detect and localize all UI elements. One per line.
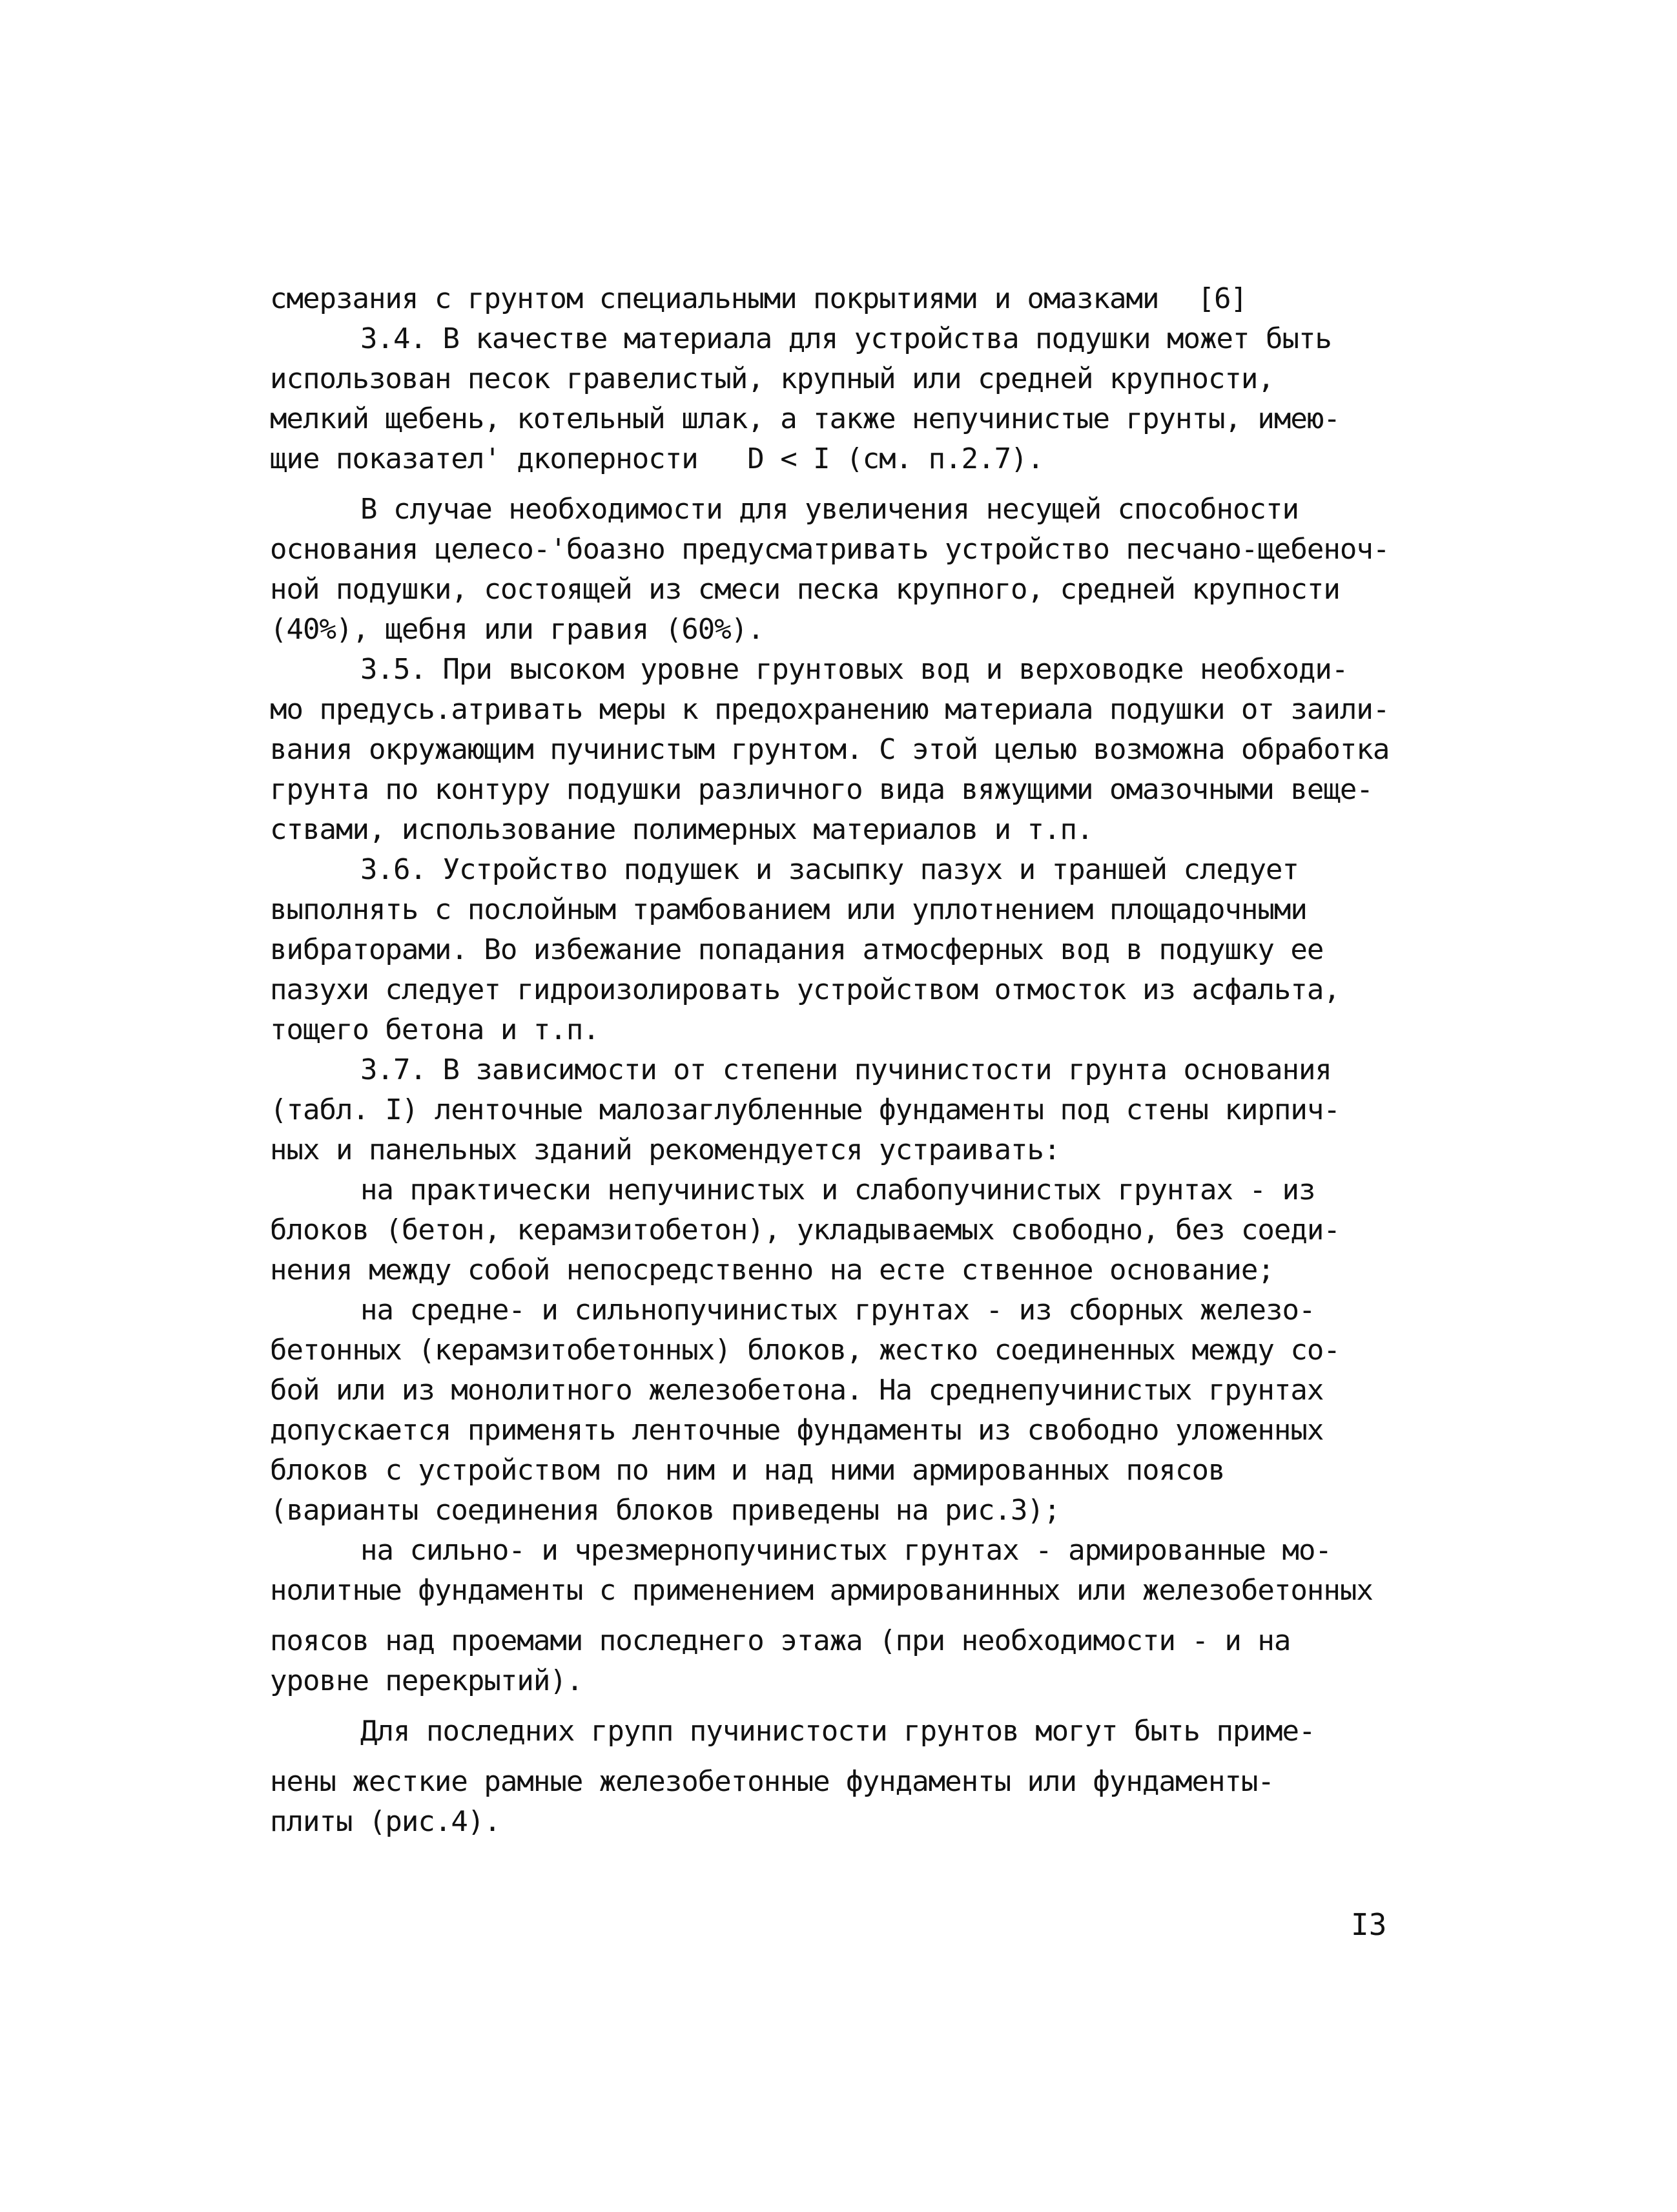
text-line: (табл. I) ленточные малозаглубленные фундаменты под стены кирпич- xyxy=(270,1093,1340,1126)
text-line: нены жесткие рамные железобетонные фундаменты или фундаменты- xyxy=(270,1765,1274,1798)
citation-reference: [6] xyxy=(1197,282,1247,315)
text-line: мо предусь.атривать меры к предохранению материала подушки от заили- xyxy=(270,693,1390,726)
text-line: щие показател' дкоперности D < I (см. п.2.7). xyxy=(270,442,1044,475)
text-line: бой или из монолитного железобетона. На среднепучинистых грунтах xyxy=(270,1374,1324,1407)
text-line: бетонных (керамзитобетонных) блоков, жестко соединенных между со- xyxy=(270,1334,1340,1367)
text-line: ной подушки, состоящей из смеси песка крупного, средней крупности xyxy=(270,573,1340,606)
line-text: смерзания с грунтом специальными покрытиями и омазками xyxy=(270,282,1159,315)
text-line: нолитные фундаменты с применением армированинных или железобетонных xyxy=(270,1574,1373,1607)
text-line: тощего бетона и т.п. xyxy=(270,1013,599,1046)
paragraph-start: Для последних групп пучинистости грунтов могут быть приме- xyxy=(360,1715,1315,1748)
paragraph-start: В случае необходимости для увеличения несущей способности xyxy=(360,493,1299,526)
list-item-start: на сильно- и чрезмернопучинистых грунтах - армированные мо- xyxy=(360,1534,1332,1567)
text-line: допускается применять ленточные фундаменты из свободно уложенных xyxy=(270,1414,1324,1447)
paragraph-3-4-start: 3.4. В качестве материала для устройства подушки может быть xyxy=(360,322,1332,355)
body-text xyxy=(270,279,1432,1842)
text-line: блоков (бетон, керамзитобетон), укладываемых свободно, без соеди- xyxy=(270,1214,1340,1246)
text-line: грунта по контуру подушки различного вида вяжущими омазочными веще- xyxy=(270,773,1373,806)
text-line: вания окружающим пучинистым грунтом. С этой целью возможна обработка xyxy=(270,733,1390,766)
page-number: I3 xyxy=(1351,1907,1387,1942)
text-line xyxy=(270,279,1432,319)
text-line: нения между собой непосредственно на есте ственное основание; xyxy=(270,1254,1274,1287)
text-line: вибраторами. Во избежание попадания атмосферных вод в подушку ее xyxy=(270,933,1324,966)
text-line: поясов над проемами последнего этажа (при необходимости - и на xyxy=(270,1624,1291,1657)
text-line: основания целесо-'боазно предусматривать устройство песчано-щебеноч- xyxy=(270,533,1390,566)
paragraph-3-5-start: 3.5. При высоком уровне грунтовых вод и верховодке необходи- xyxy=(360,653,1348,686)
text-line: выполнять с послойным трамбованием или уплотнением площадочными xyxy=(270,893,1307,926)
paragraph-3-6-start: 3.6. Устройство подушек и засыпку пазух и траншей следует xyxy=(360,853,1299,886)
list-item-start: на практически непучинистых и слабопучинистых грунтах - из xyxy=(360,1173,1315,1206)
text-line: плиты (рис.4). xyxy=(270,1805,500,1838)
text-line: уровне перекрытий). xyxy=(270,1664,583,1697)
text-line: (40%), щебня или гравия (60%). xyxy=(270,613,764,646)
text-line: блоков с устройством по ним и над ними армированных поясов xyxy=(270,1454,1225,1487)
text-line: ствами, использование полимерных материалов и т.п. xyxy=(270,813,1093,846)
text-line: мелкий щебень, котельный шлак, а также непучинистые грунты, имею- xyxy=(270,402,1340,435)
list-item-start: на средне- и сильнопучинистых грунтах - из сборных железо- xyxy=(360,1294,1315,1327)
text-line: пазухи следует гидроизолировать устройством отмосток из асфальта, xyxy=(270,973,1340,1006)
text-line: ных и панельных зданий рекомендуется устраивать: xyxy=(270,1133,1060,1166)
text-line: использован песок гравелистый, крупный или средней крупности, xyxy=(270,362,1274,395)
text-line: (варианты соединения блоков приведены на рис.3); xyxy=(270,1494,1060,1527)
paragraph-3-7-start: 3.7. В зависимости от степени пучинистости грунта основания xyxy=(360,1053,1332,1086)
